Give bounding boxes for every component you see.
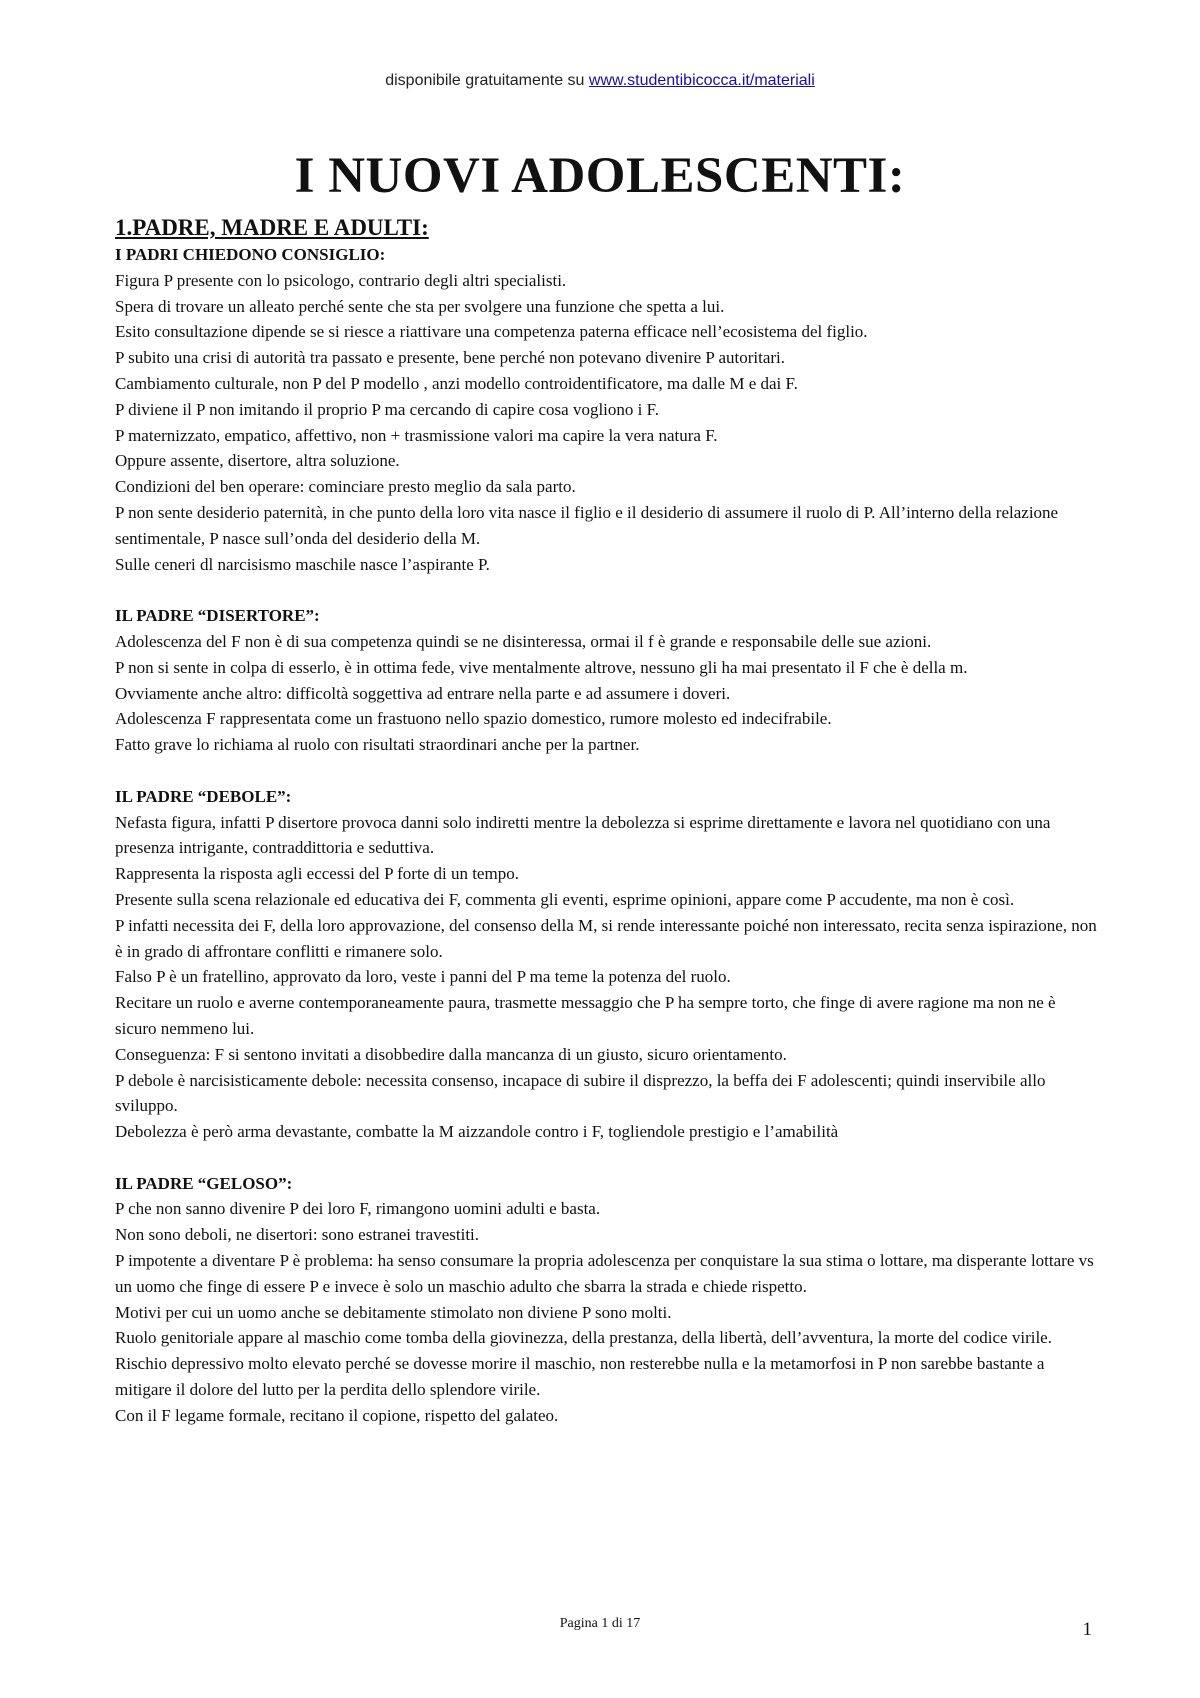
page-header	[0, 72, 1200, 90]
section-title: I PADRI CHIEDONO CONSIGLIO:	[115, 245, 386, 264]
paragraph: Condizioni del ben operare: cominciare presto meglio da sala parto.	[115, 477, 576, 497]
paragraph: P diviene il P non imitando il proprio P ma cercando di capire cosa vogliono i F.	[115, 399, 659, 419]
paragraph: Conseguenza: F si sentono invitati a disobbedire dalla mancanza di un giusto, sicuro orientamento.	[115, 1044, 787, 1064]
paragraph: Non sono deboli, ne disertori: sono estranei travestiti.	[115, 1225, 480, 1245]
paragraph: P non sente desiderio paternità, in che punto della loro vita nasce il figlio e il desiderio di assumere il ruolo di P. All’interno della relazione sentimentale, P nasce sull’onda del desiderio della M.	[115, 502, 1059, 548]
paragraph: Cambiamento culturale, non P del P modello , anzi modello controidentificatore, ma dalle M e dai F.	[115, 373, 798, 393]
paragraph: P infatti necessita dei F, della loro approvazione, del consenso della M, si rende interessante poiché non interessato, recita senza ispirazione, non è in grado di affrontare conflitti e rimanere solo.	[115, 915, 1097, 961]
section-padre-debole	[115, 784, 1100, 1145]
paragraph: Ovviamente anche altro: difficoltà soggettiva ad entrare nella parte e ad assumere i doveri.	[115, 683, 731, 703]
paragraph: Sulle ceneri dl narcisismo maschile nasce l’aspirante P.	[115, 554, 490, 574]
section-spacer	[115, 577, 1100, 603]
paragraph: Oppure assente, disertore, altra soluzione.	[115, 451, 400, 471]
paragraph: Presente sulla scena relazionale ed educativa dei F, commenta gli eventi, esprime opinioni, appare come P accudente, ma non è così.	[115, 889, 1015, 909]
paragraph: Recitare un ruolo e averne contemporaneamente paura, trasmette messaggio che P ha sempre torto, che finge di avere ragione ma non ne è sicuro nemmeno lui.	[115, 993, 1056, 1038]
paragraph: Con il F legame formale, recitano il copione, rispetto del galateo.	[115, 1405, 559, 1425]
paragraph: Adolescenza del F non è di sua competenza quindi se ne disinteressa, ormai il f è grande e responsabile delle sue azioni.	[115, 631, 932, 651]
paragraph: P debole è narcisisticamente debole: necessita consenso, incapace di subire il disprezzo, la beffa dei F adolescenti; quindi inservibile allo sviluppo.	[115, 1070, 1046, 1116]
paragraph: Adolescenza F rappresentata come un frastuono nello spazio domestico, rumore molesto ed indecifrabile.	[115, 709, 832, 729]
paragraph: Falso P è un fratellino, approvato da loro, veste i panni del P ma teme la potenza del ruolo.	[115, 967, 731, 987]
paragraph: Debolezza è però arma devastante, combatte la M aizzandole contro i F, togliendole prestigio e l’amabilità	[115, 1122, 839, 1142]
section-title: IL PADRE “DISERTORE”:	[115, 606, 320, 626]
header-link[interactable]: www.studentibicocca.it/materiali	[588, 72, 815, 89]
paragraph: Ruolo genitoriale appare al maschio come tomba della giovinezza, della prestanza, della libertà, dell’avventura, la morte del codice virile.	[115, 1328, 1052, 1348]
document-title: I NUOVI ADOLESCENTI:	[294, 148, 906, 204]
paragraph: Figura P presente con lo psicologo, contrario degli altri specialisti.	[115, 270, 567, 290]
header-prefix: disponibile gratuitamente su	[385, 72, 589, 89]
section-title: IL PADRE “DEBOLE”:	[115, 786, 292, 806]
paragraph: Fatto grave lo richiama al ruolo con risultati straordinari anche per la partner.	[115, 735, 640, 755]
paragraph: P impotente a diventare P è problema: ha senso consumare la propria adolescenza per conquistare la sua stima o lottare, ma disperante lottare vs un uomo che finge di essere P e invece è solo un maschio adulto che sbarra la strada e chiede rispetto.	[115, 1251, 1094, 1296]
paragraph: Spera di trovare un alleato perché sente che sta per svolgere una funzione che spetta a lui.	[115, 296, 725, 316]
paragraph: P maternizzato, empatico, affettivo, non + trasmissione valori ma capire la vera natura F.	[115, 425, 718, 445]
section-padre-geloso	[115, 1171, 1100, 1429]
paragraph: Motivi per cui un uomo anche se debitamente stimolato non diviene P sono molti.	[115, 1302, 672, 1322]
paragraph: P subito una crisi di autorità tra passato e presente, bene perché non potevano divenire P autoritari.	[115, 348, 786, 368]
footer-page-number: 1	[1082, 1619, 1092, 1640]
section-padri-consiglio	[115, 242, 1100, 577]
section-title: IL PADRE “GELOSO”:	[115, 1173, 293, 1193]
section-spacer	[115, 1145, 1100, 1171]
footer-page-label: Pagina 1 di 17	[559, 1616, 641, 1631]
paragraph: Esito consultazione dipende se si riesce a riattivare una competenza paterna efficace nell’ecosistema del figlio.	[115, 322, 868, 342]
document-body	[115, 214, 1100, 1429]
paragraph: Nefasta figura, infatti P disertore provoca danni solo indiretti mentre la debolezza si esprime direttamente e lavora nel quotidiano con una presenza intrigante, contraddittoria e seduttiva.	[115, 812, 1051, 858]
paragraph: P non si sente in colpa di esserlo, è in ottima fede, vive mentalmente altrove, nessuno gli ha mai presentato il F che è della m.	[115, 657, 968, 677]
section-spacer	[115, 758, 1100, 784]
chapter-heading: 1.PADRE, MADRE E ADULTI:	[115, 215, 429, 240]
paragraph: Rappresenta la risposta agli eccessi del P forte di un tempo.	[115, 864, 519, 884]
paragraph: Rischio depressivo molto elevato perché se dovesse morire il maschio, non resterebbe nulla e la metamorfosi in P non sarebbe bastante a mitigare il dolore del lutto per la perdita dello splendore virile.	[115, 1354, 1045, 1400]
section-padre-disertore	[115, 603, 1100, 758]
paragraph: P che non sanno divenire P dei loro F, rimangono uomini adulti e basta.	[115, 1199, 601, 1219]
